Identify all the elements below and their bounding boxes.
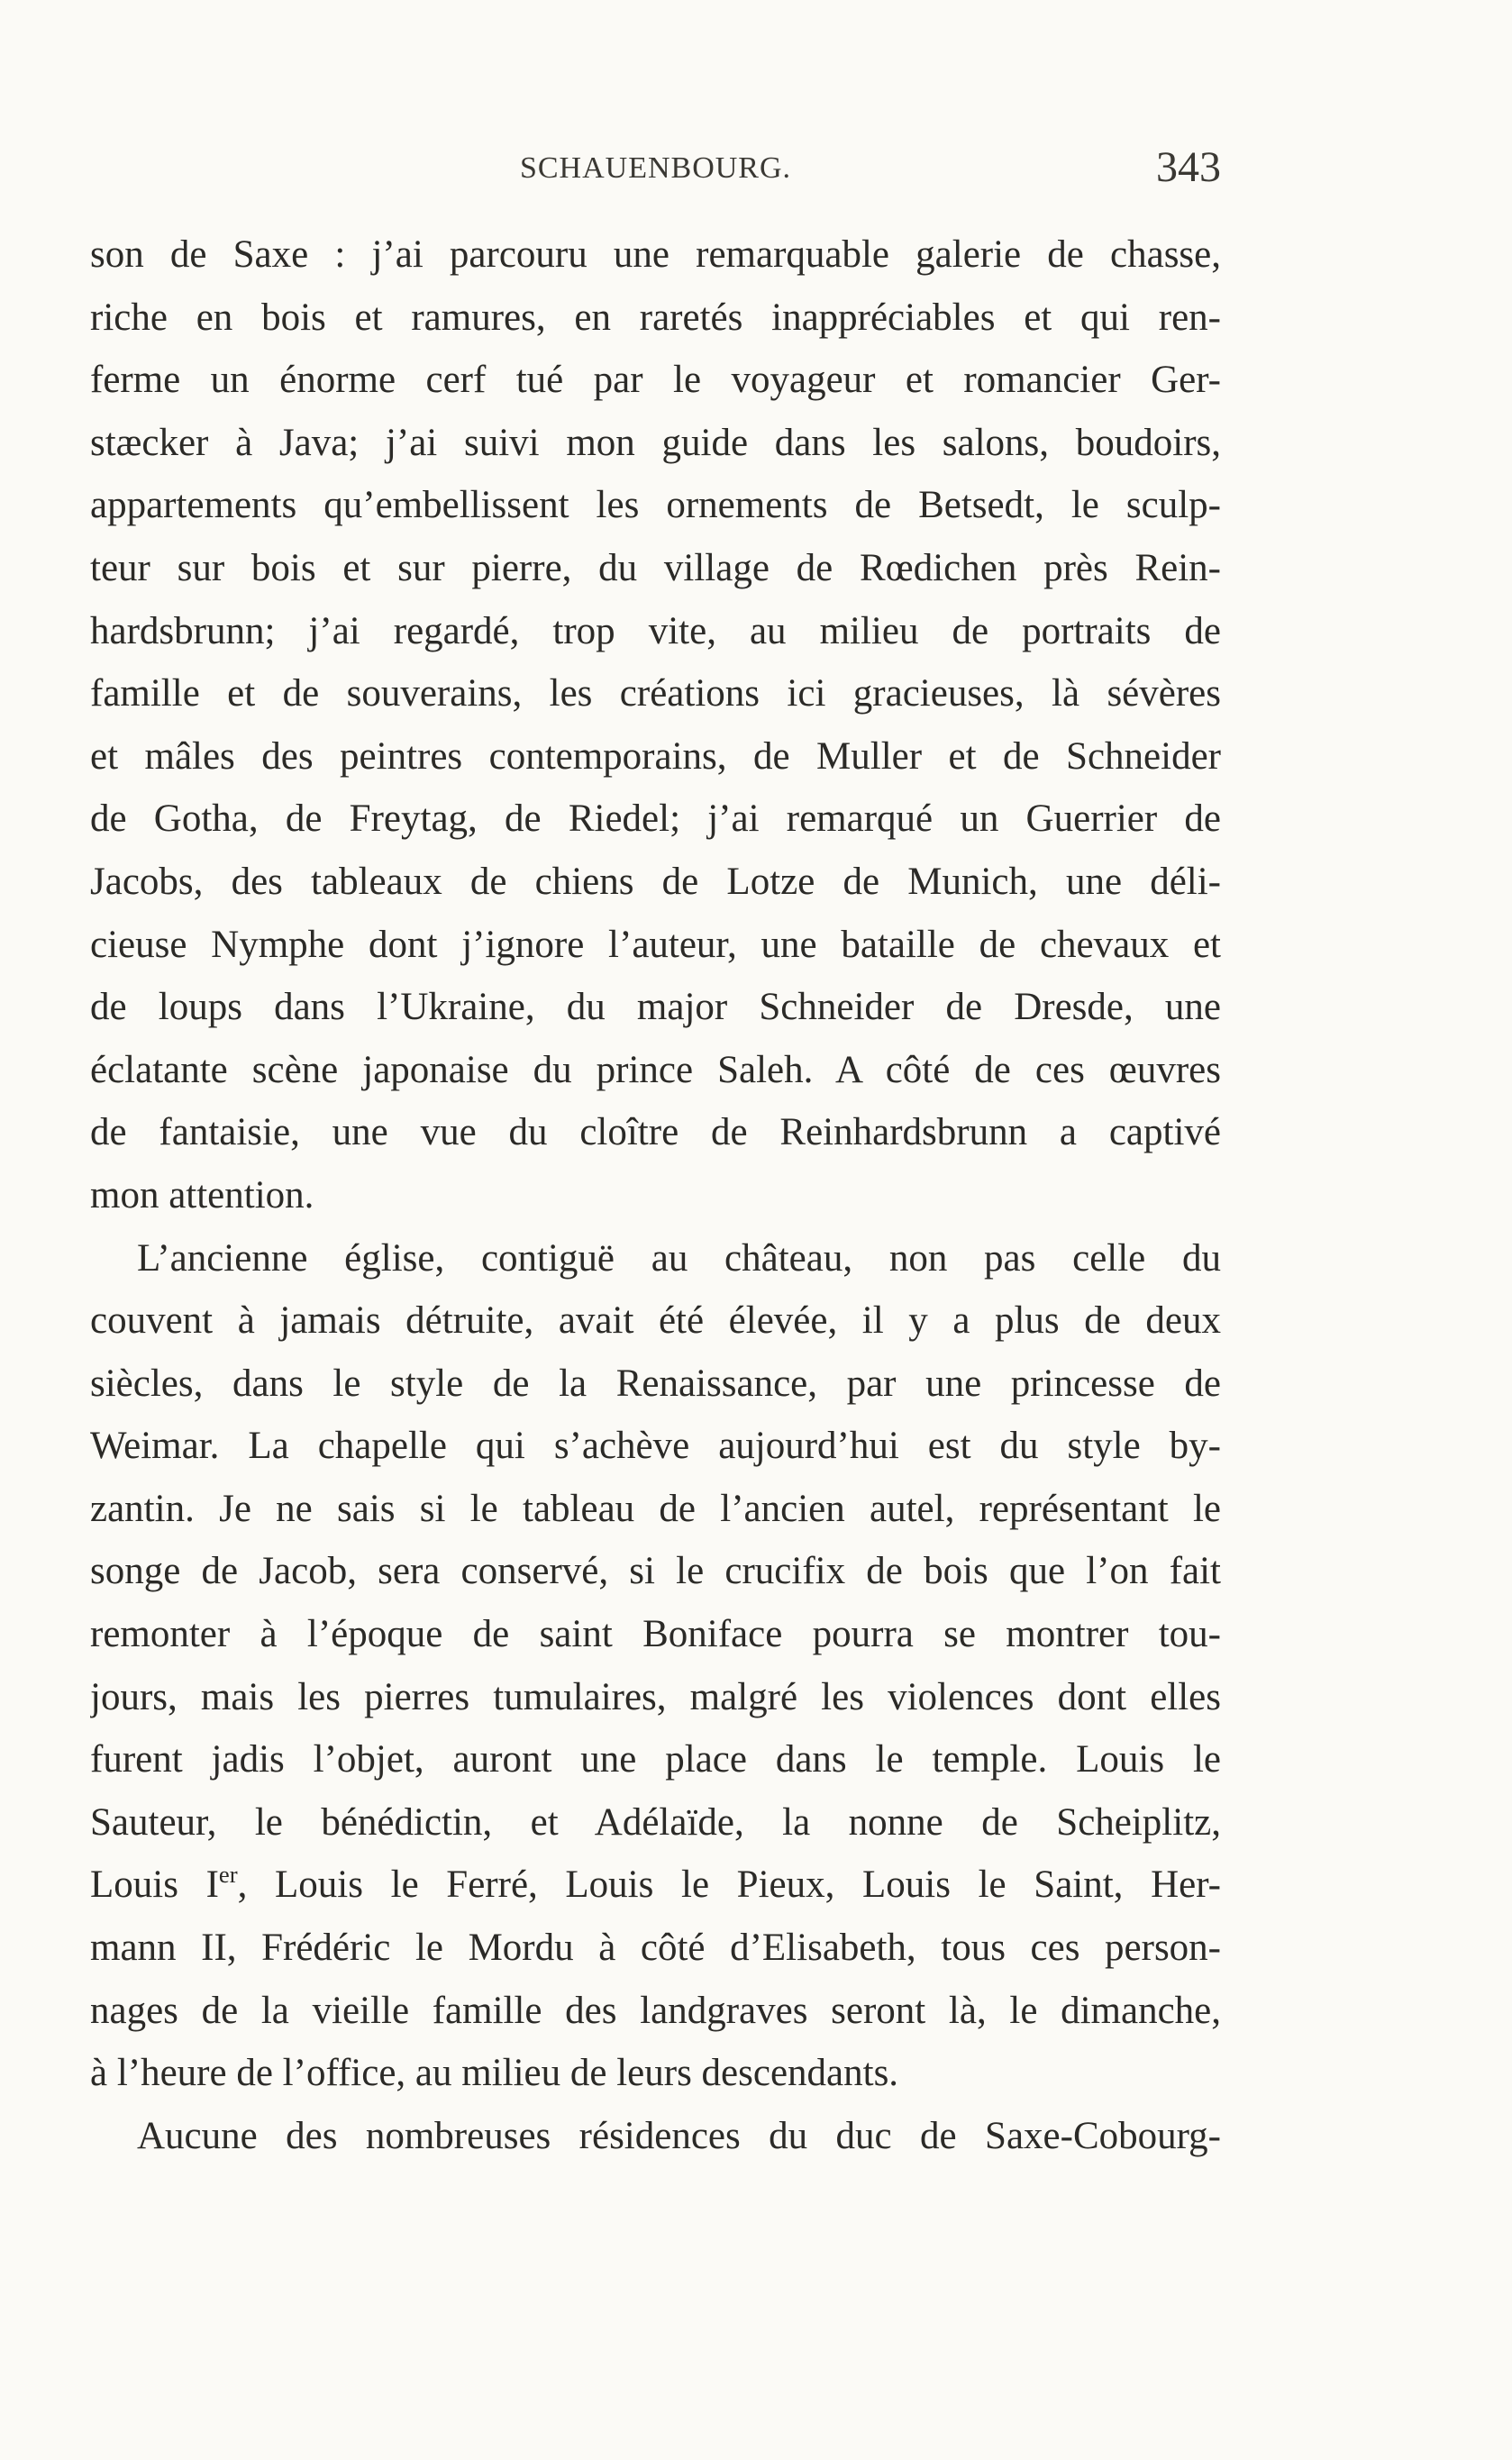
text-line: ferme un énorme cerf tué par le voyageur et romancier Ger- bbox=[90, 359, 1221, 402]
text-line: L’ancienne église, contiguë au château, non pas celle du bbox=[137, 1236, 1221, 1280]
text-line: et mâles des peintres contemporains, de Muller et de Schneider bbox=[90, 734, 1221, 778]
running-title: SCHAUENBOURG. bbox=[519, 151, 792, 185]
text-line: siècles, dans le style de la Renaissance, par une princesse de bbox=[90, 1362, 1221, 1405]
text-line: zantin. Je ne sais si le tableau de l’ancien autel, représentant le bbox=[90, 1487, 1221, 1530]
body-text bbox=[90, 223, 1221, 2167]
text-line bbox=[90, 1854, 1221, 1917]
text-line: jours, mais les pierres tumulaires, malgré les violences dont elles bbox=[90, 1675, 1221, 1718]
text-line: couvent à jamais détruite, avait été élevée, il y a plus de deux bbox=[90, 1299, 1221, 1343]
text-line: nages de la vieille famille des landgraves seront là, le dimanche, bbox=[90, 1989, 1221, 2032]
text-line: stæcker à Java; j’ai suivi mon guide dans les salons, boudoirs, bbox=[90, 421, 1221, 464]
text-line: appartements qu’embellissent les ornements de Betsedt, le sculp- bbox=[90, 484, 1221, 527]
page-number: 343 bbox=[1156, 143, 1221, 191]
text-line: remonter à l’époque de saint Boniface pourra se montrer tou- bbox=[90, 1613, 1221, 1656]
text-line: mon attention. bbox=[90, 1173, 314, 1216]
text-line: furent jadis l’objet, auront une place dans le temple. Louis le bbox=[90, 1738, 1221, 1781]
superscript: er bbox=[218, 1861, 238, 1889]
text-line: Jacobs, des tableaux de chiens de Lotze de Munich, une déli- bbox=[90, 860, 1221, 903]
text-fragment: Louis I bbox=[90, 1863, 219, 1907]
text-line: famille et de souverains, les créations ici gracieuses, là sévères bbox=[90, 672, 1221, 715]
text-line: de fantaisie, une vue du cloître de Reinhardsbrunn a captivé bbox=[90, 1111, 1221, 1154]
running-head bbox=[90, 142, 1221, 196]
text-line: riche en bois et ramures, en raretés inappréciables et qui ren- bbox=[90, 296, 1221, 339]
text-line: teur sur bois et sur pierre, du village de Rœdichen près Rein- bbox=[90, 546, 1221, 589]
text-line: Aucune des nombreuses résidences du duc de Saxe-Cobourg- bbox=[137, 2114, 1221, 2157]
text-fragment: , Louis le Ferré, Louis le Pieux, Louis le Saint, Her- bbox=[237, 1863, 1221, 1907]
text-line: son de Saxe : j’ai parcouru une remarquable galerie de chasse, bbox=[90, 233, 1221, 276]
text-line: à l’heure de l’office, au milieu de leurs descendants. bbox=[90, 2052, 899, 2095]
text-line: hardsbrunn; j’ai regardé, trop vite, au milieu de portraits de bbox=[90, 609, 1221, 652]
text-line: de Gotha, de Freytag, de Riedel; j’ai remarqué un Guerrier de bbox=[90, 797, 1221, 841]
text-line: de loups dans l’Ukraine, du major Schneider de Dresde, une bbox=[90, 986, 1221, 1029]
text-line: Sauteur, le bénédictin, et Adélaïde, la nonne de Scheiplitz, bbox=[90, 1800, 1221, 1844]
text-line: mann II, Frédéric le Mordu à côté d’Elisabeth, tous ces person- bbox=[90, 1927, 1221, 1970]
text-line: éclatante scène japonaise du prince Saleh. A côté de ces œuvres bbox=[90, 1048, 1221, 1091]
text-line: cieuse Nymphe dont j’ignore l’auteur, une bataille de chevaux et bbox=[90, 923, 1221, 966]
text-line: songe de Jacob, sera conservé, si le crucifix de bois que l’on fait bbox=[90, 1550, 1221, 1593]
text-line: Weimar. La chapelle qui s’achève aujourd’hui est du style by- bbox=[90, 1425, 1221, 1468]
